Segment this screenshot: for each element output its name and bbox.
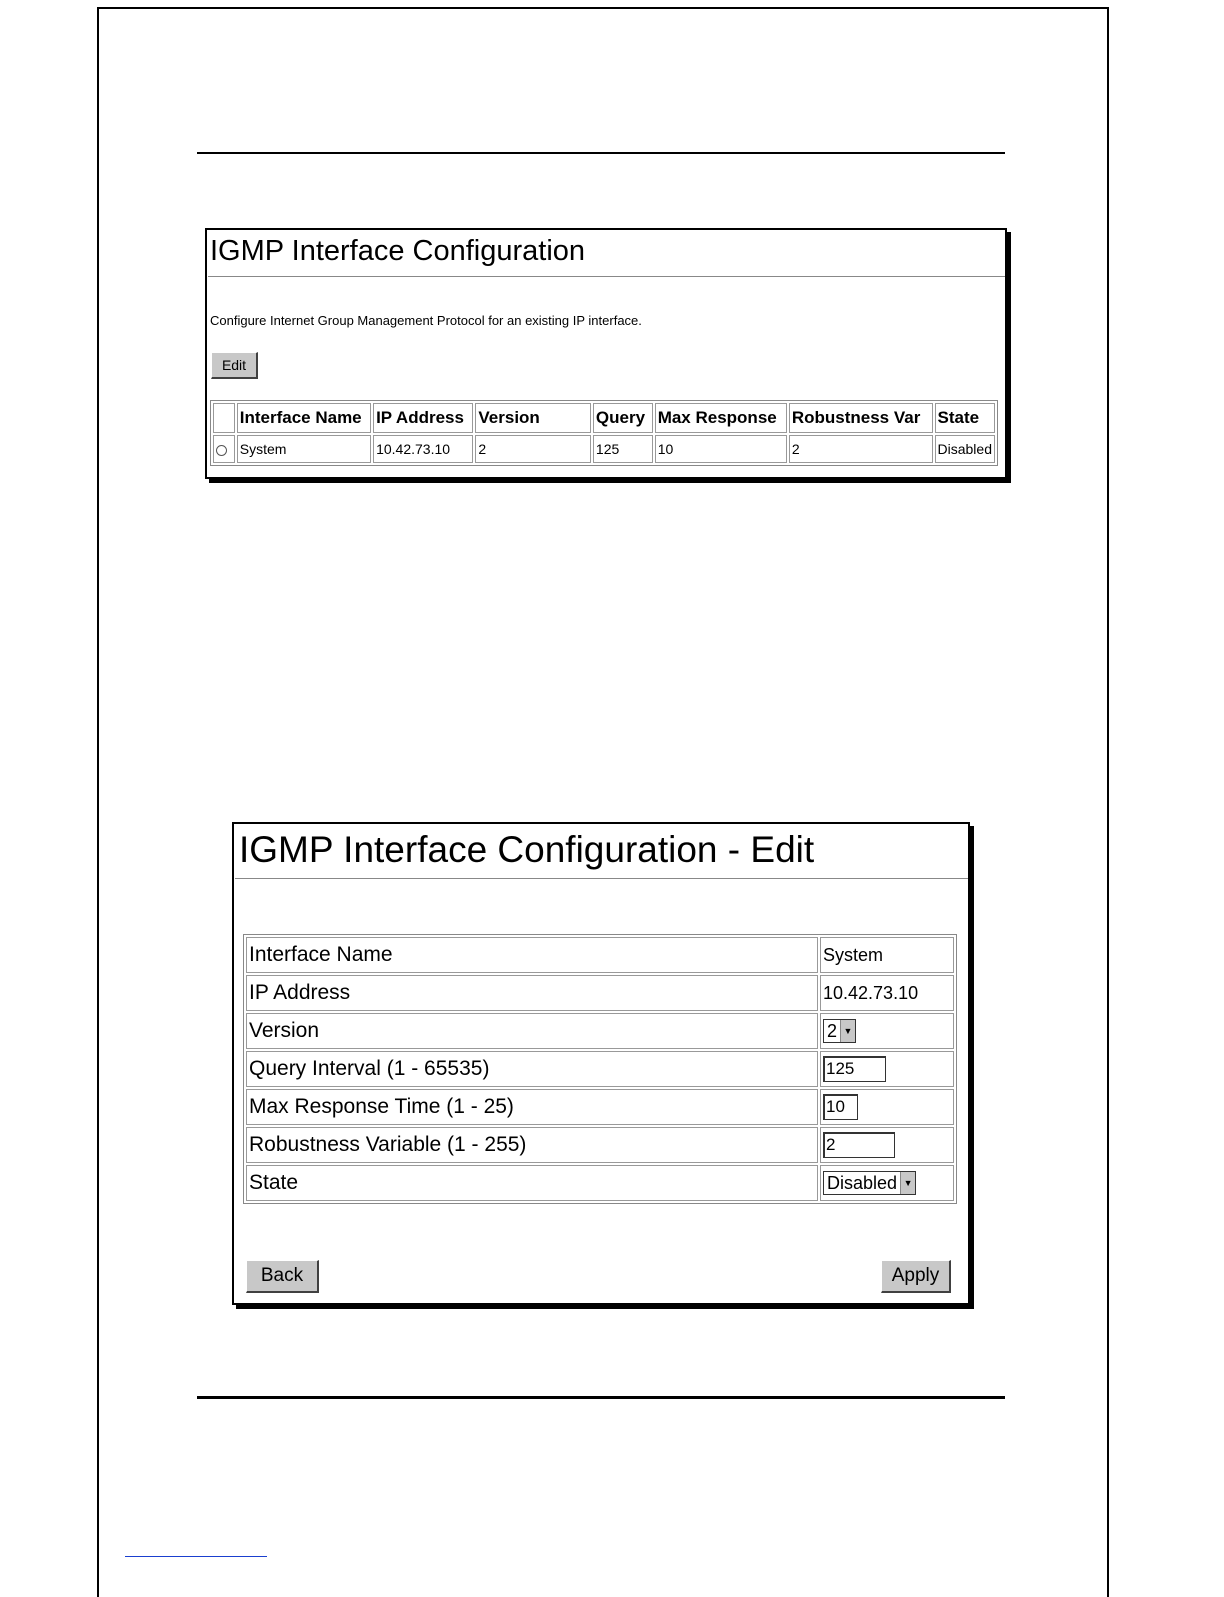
query-interval-input[interactable]: 125 <box>823 1056 886 1082</box>
radio-icon[interactable] <box>216 445 227 456</box>
field-label: Robustness Variable (1 - 255) <box>246 1127 818 1163</box>
cell-max-response: 10 <box>655 435 787 463</box>
state-selected-value: Disabled <box>827 1173 898 1193</box>
cell-ip-address: 10.42.73.10 <box>373 435 473 463</box>
footer-rule <box>197 1396 1005 1399</box>
robustness-variable-cell <box>820 1127 954 1163</box>
form-row-query-interval <box>246 1051 954 1087</box>
cell-robustness-var: 2 <box>789 435 933 463</box>
column-header: Version <box>475 403 591 433</box>
row-select-cell[interactable] <box>213 435 235 463</box>
table-row <box>213 435 995 463</box>
form-row-version <box>246 1013 954 1049</box>
igmp-interface-edit-panel <box>232 822 970 1305</box>
max-response-time-cell <box>820 1089 954 1125</box>
cell-query: 125 <box>593 435 653 463</box>
chevron-down-icon[interactable]: ▼ <box>840 1020 855 1042</box>
column-header: Query <box>593 403 653 433</box>
header-rule <box>197 152 1005 154</box>
field-label: Max Response Time (1 - 25) <box>246 1089 818 1125</box>
column-header: Max Response <box>655 403 787 433</box>
form-row-robustness-variable <box>246 1127 954 1163</box>
form-row-ip-address <box>246 975 954 1011</box>
table-header-row <box>213 403 995 433</box>
robustness-variable-input[interactable]: 2 <box>823 1132 895 1158</box>
field-label: IP Address <box>246 975 818 1011</box>
interface-name-value: System <box>820 937 954 973</box>
field-label: Interface Name <box>246 937 818 973</box>
interface-table <box>210 400 998 466</box>
edit-button[interactable]: Edit <box>211 352 258 379</box>
igmp-interface-config-panel <box>205 228 1007 479</box>
form-row-max-response-time <box>246 1089 954 1125</box>
field-label: Query Interval (1 - 65535) <box>246 1051 818 1087</box>
ip-address-value: 10.42.73.10 <box>820 975 954 1011</box>
panel-title: IGMP Interface Configuration - Edit <box>239 829 815 870</box>
column-header: IP Address <box>373 403 473 433</box>
state-select[interactable] <box>823 1171 916 1195</box>
version-selected-value: 2 <box>827 1021 838 1041</box>
title-divider <box>208 276 1005 277</box>
cell-interface-name: System <box>237 435 371 463</box>
select-column-header <box>213 403 235 433</box>
field-label: Version <box>246 1013 818 1049</box>
back-button[interactable]: Back <box>246 1260 319 1293</box>
form-row-interface-name <box>246 937 954 973</box>
state-cell <box>820 1165 954 1201</box>
form-row-state <box>246 1165 954 1201</box>
title-divider <box>235 878 968 879</box>
column-header: State <box>935 403 995 433</box>
panel-title: IGMP Interface Configuration <box>210 235 586 267</box>
column-header: Robustness Var <box>789 403 933 433</box>
cell-state: Disabled <box>935 435 995 463</box>
query-interval-cell <box>820 1051 954 1087</box>
field-label: State <box>246 1165 818 1201</box>
max-response-time-input[interactable]: 10 <box>823 1094 858 1120</box>
footnote-rule <box>125 1556 267 1557</box>
panel-description: Configure Internet Group Management Protocol for an existing IP interface. <box>210 313 642 328</box>
edit-form-table <box>243 934 957 1204</box>
cell-version: 2 <box>475 435 591 463</box>
version-cell <box>820 1013 954 1049</box>
chevron-down-icon[interactable]: ▼ <box>900 1172 915 1194</box>
version-select[interactable] <box>823 1019 856 1043</box>
apply-button[interactable]: Apply <box>881 1260 951 1293</box>
column-header: Interface Name <box>237 403 371 433</box>
